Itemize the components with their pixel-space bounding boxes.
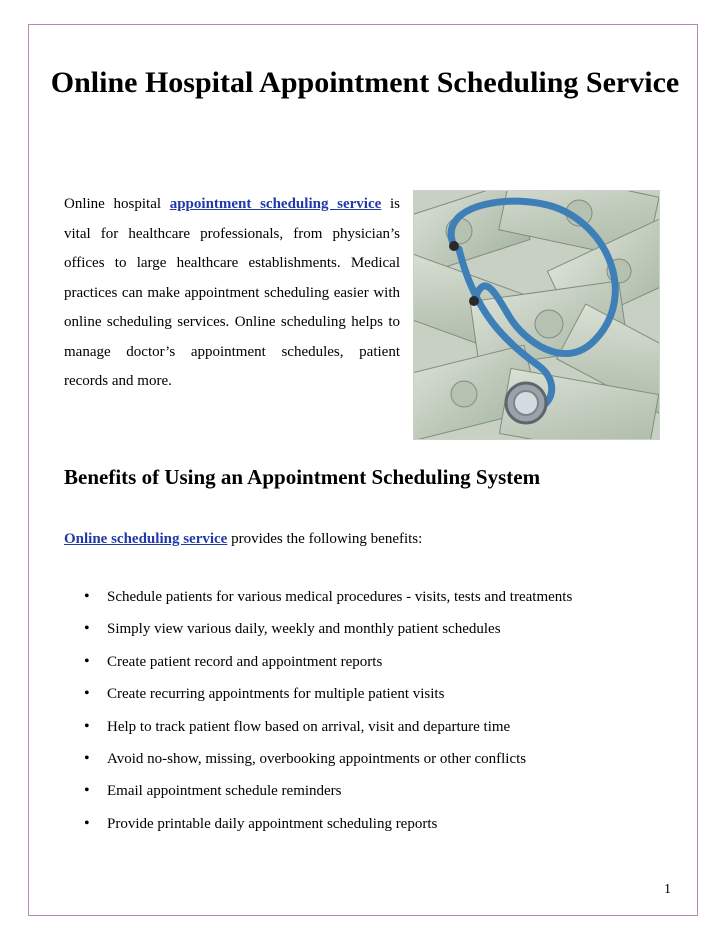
intro-paragraph: [64, 190, 400, 397]
bullet-icon: •: [84, 652, 90, 670]
page-title: Online Hospital Appointment Scheduling Service: [50, 66, 680, 99]
list-item: [84, 780, 572, 812]
benefits-heading: Benefits of Using an Appointment Scheduling System: [64, 465, 541, 489]
bullet-icon: •: [84, 782, 90, 800]
intro-text-rest: is vital for healthcare professionals, from physician’s offices to large healthcare establishments. Medical practices can make appointment scheduling easier with online scheduling services. Online scheduling helps to manage doctor’s appointment schedules, patient records and more.: [64, 196, 400, 389]
bullet-icon: •: [84, 717, 90, 735]
list-item-text: Email appointment schedule reminders: [107, 783, 342, 800]
list-item: [84, 716, 572, 748]
list-item-text: Create recurring appointments for multiple patient visits: [107, 686, 445, 703]
intro-text-start: Online hospital: [64, 196, 170, 212]
bullet-icon: •: [84, 814, 90, 832]
list-item-text: Simply view various daily, weekly and monthly patient schedules: [107, 621, 501, 638]
page-number: 1: [664, 882, 671, 897]
list-item-text: Help to track patient flow based on arrival, visit and departure time: [107, 718, 511, 735]
online-scheduling-service-link[interactable]: Online scheduling service: [64, 531, 228, 547]
benefits-list: [84, 586, 572, 845]
list-item: [84, 651, 572, 683]
list-item: [84, 683, 572, 715]
stethoscope-on-money-photo: [413, 190, 660, 440]
list-item-text: Create patient record and appointment reports: [107, 653, 383, 670]
bullet-icon: •: [84, 685, 90, 703]
stethoscope-illustration: [414, 191, 659, 439]
list-item-text: Schedule patients for various medical procedures - visits, tests and treatments: [107, 589, 573, 605]
list-item: [84, 748, 572, 780]
list-item: [84, 618, 572, 650]
bullet-icon: •: [84, 749, 90, 767]
list-item-text: Avoid no-show, missing, overbooking appointments or other conflicts: [107, 750, 527, 767]
appointment-scheduling-service-link[interactable]: appointment scheduling service: [169, 196, 382, 212]
benefits-intro-text: provides the following benefits:: [227, 531, 423, 547]
bullet-icon: •: [84, 620, 90, 638]
list-item-text: Provide printable daily appointment scheduling reports: [107, 815, 438, 832]
bullet-icon: •: [84, 588, 90, 605]
list-item: [84, 813, 572, 845]
list-item: [84, 586, 572, 618]
benefits-intro: [64, 528, 422, 550]
